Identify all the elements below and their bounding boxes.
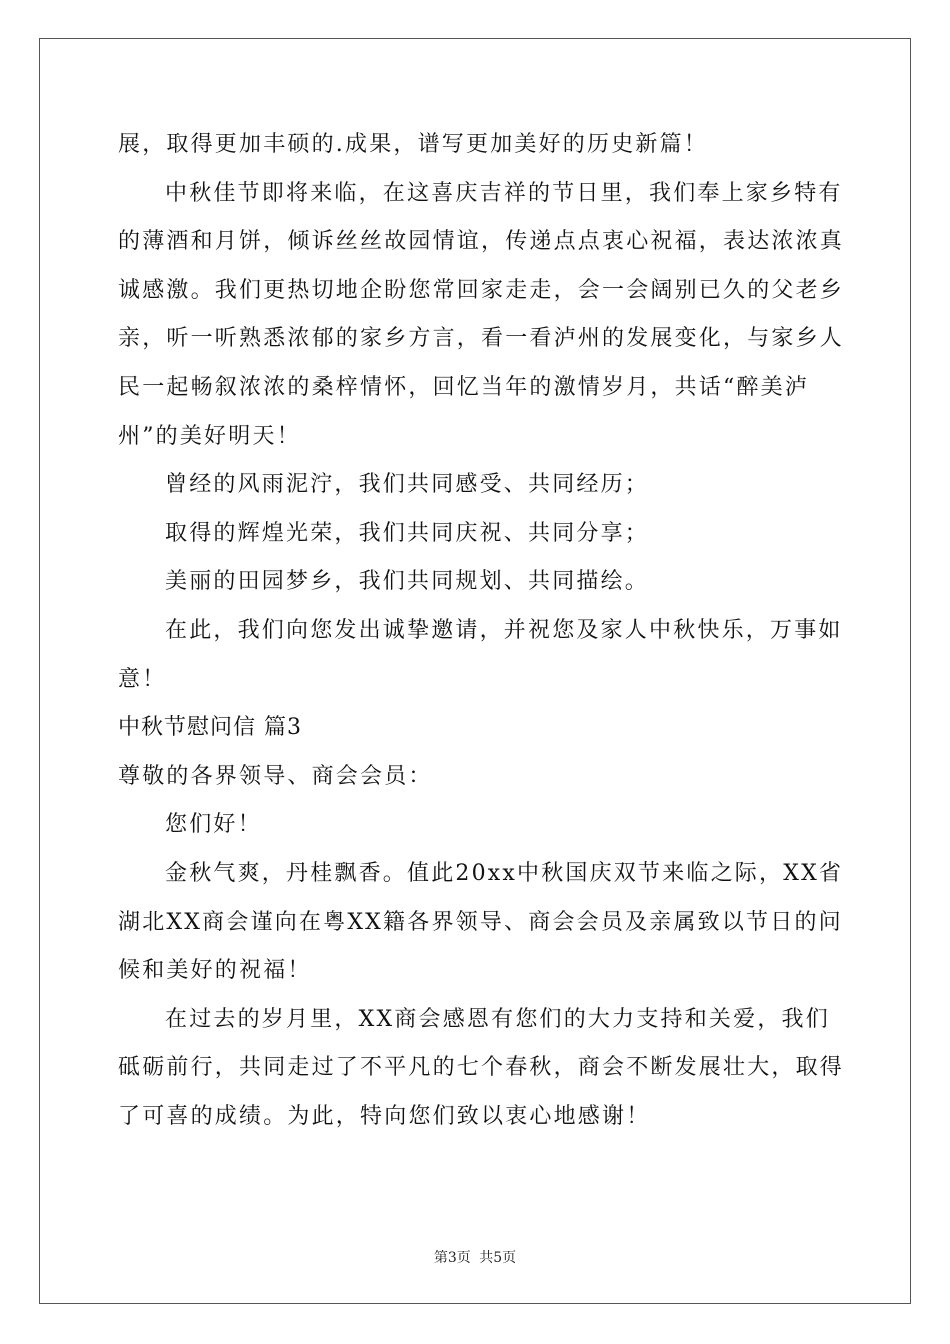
text-line: 中秋佳节即将来临，在这喜庆吉祥的节日里，我们奉上家乡特有	[165, 180, 843, 206]
page-footer	[0, 1247, 950, 1267]
total-pages: 共5页	[479, 1250, 517, 1266]
text-line: 的薄酒和月饼，倾诉丝丝故园情谊，传递点点衷心祝福，表达浓浓真	[118, 229, 845, 255]
text-line: 湖北XX商会谨向在粤XX籍各界领导、商会会员及亲属致以节日的问	[118, 909, 843, 935]
text-line: 亲，听一听熟悉浓郁的家乡方言，看一看泸州的发展变化，与家乡人	[118, 326, 845, 352]
section-heading: 中秋节慰问信 篇3	[118, 715, 302, 741]
text-line: 民一起畅叙浓浓的桑梓情怀，回忆当年的激情岁月，共话“醉美泸	[118, 374, 810, 400]
text-line: 美丽的田园梦乡，我们共同规划、共同描绘。	[165, 569, 650, 595]
text-line: 展，取得更加丰硕的.成果，谱写更加美好的历史新篇！	[118, 132, 708, 157]
greeting: 您们好！	[165, 812, 262, 838]
text-line: 意！	[118, 666, 167, 692]
text-line: 曾经的风雨泥泞，我们共同感受、共同经历；	[165, 472, 650, 498]
text-line: 砥砺前行，共同走过了不平凡的七个春秋，商会不断发展壮大，取得	[118, 1055, 845, 1081]
text-line: 州”的美好明天！	[118, 423, 301, 449]
text-line: 取得的辉煌光荣，我们共同庆祝、共同分享；	[165, 520, 650, 546]
text-line: 在此，我们向您发出诚挚邀请，并祝您及家人中秋快乐，万事如	[165, 617, 843, 643]
text-line: 金秋气爽，丹桂飘香。值此20xx中秋国庆双节来临之际，XX省	[165, 860, 844, 886]
salutation: 尊敬的各界领导、商会会员：	[118, 763, 433, 789]
document-body	[118, 121, 845, 1141]
text-line: 在过去的岁月里，XX商会感恩有您们的大力支持和关爱，我们	[165, 1006, 830, 1032]
text-line: 了可喜的成绩。为此，特向您们致以衷心地感谢！	[118, 1103, 651, 1129]
text-line: 诚感激。我们更热切地企盼您常回家走走，会一会阔别已久的父老乡	[118, 277, 845, 303]
page-number: 第3页	[433, 1250, 471, 1266]
text-line: 候和美好的祝福！	[118, 958, 312, 984]
